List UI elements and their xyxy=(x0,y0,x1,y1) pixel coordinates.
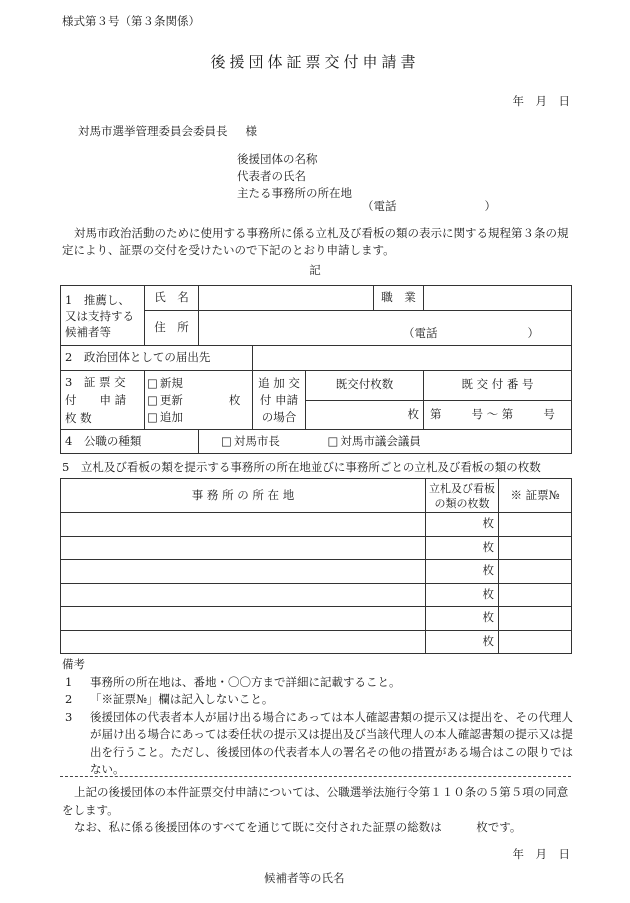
table-row xyxy=(61,560,572,584)
checkbox-icon[interactable]: □ xyxy=(147,392,158,407)
office-table xyxy=(60,478,572,654)
application-table xyxy=(60,285,572,454)
number-cell xyxy=(499,513,572,537)
count-cell[interactable] xyxy=(426,560,499,584)
number-cell xyxy=(499,583,572,607)
notes-section xyxy=(62,656,574,779)
phone-close: ） xyxy=(484,199,496,213)
note-text: 事務所の所在地は、番地・〇〇方まで詳細に記載すること。 xyxy=(90,674,401,689)
note-item xyxy=(62,691,574,709)
name-label: 氏 名 xyxy=(145,286,199,311)
count-cell[interactable] xyxy=(426,630,499,654)
office-address-cell[interactable] xyxy=(61,560,426,584)
number-cell xyxy=(499,607,572,631)
office-address-label: 主たる事務所の所在地 xyxy=(237,186,352,200)
applicant-block xyxy=(237,151,352,202)
count-unit: 枚 xyxy=(482,610,494,625)
office-type-label: 4 公職の種類 xyxy=(61,430,199,454)
phone-open: （電話 xyxy=(362,199,397,213)
note-text: 後援団体の代表者本人が届け出る場合にあっては本人確認書類の提示又は提出を、その代理人が届け出る場合にあっては委任状の提示又は提出及び当該代理人の本人確認書類の提示又は提出を行うこと。ただし、後援団体の代表者本人の署名その他の措置がある場合はこの限りではない。 xyxy=(90,709,573,776)
candidate-row-label: 1 推薦し、又は支持する候補者等 xyxy=(61,286,145,346)
col-count-header: 立札及び看板の類の枚数 xyxy=(426,479,499,513)
count-cell[interactable] xyxy=(426,513,499,537)
office-address-cell[interactable] xyxy=(61,513,426,537)
checkbox-icon[interactable]: □ xyxy=(327,433,339,448)
office-council-option[interactable] xyxy=(328,434,421,448)
candidate-address-field[interactable] xyxy=(199,311,572,346)
intro-text: 対馬市政治活動のために使用する事務所に係る立札及び看板の類の表示に関する規程第３条の規定により、証票の交付を受けたいので下記のとおり申請します。 xyxy=(62,226,569,257)
candidate-name-label: 候補者等の氏名 xyxy=(264,871,345,885)
issued-count-label: 既交付枚数 xyxy=(306,371,424,401)
request-type-cell xyxy=(145,371,253,430)
office-council-label: 対馬市議会議員 xyxy=(340,433,421,448)
number-cell xyxy=(499,560,572,584)
occupation-label: 職 業 xyxy=(374,286,424,311)
occupation-field[interactable] xyxy=(424,286,572,311)
office-mayor-label: 対馬市長 xyxy=(233,433,280,448)
count-unit: 枚 xyxy=(482,633,494,648)
count-unit: 枚 xyxy=(482,563,494,578)
col-number-header: ※ 証票№ xyxy=(499,479,572,513)
addressee xyxy=(78,124,257,140)
number-cell xyxy=(499,630,572,654)
table-row xyxy=(61,583,572,607)
rep-name-label: 代表者の氏名 xyxy=(237,169,306,183)
count-unit: 枚 xyxy=(482,539,494,554)
table-row xyxy=(61,607,572,631)
applicant-phone xyxy=(362,199,496,215)
number-cell xyxy=(499,536,572,560)
note-text: 「※証票№」欄は記入しないこと。 xyxy=(90,692,274,706)
gou-end: 号 xyxy=(543,406,555,421)
ki-heading: 記 xyxy=(309,263,321,277)
table-row xyxy=(61,630,572,654)
note-item xyxy=(62,709,574,779)
candidate-phone-open: （電話 xyxy=(403,326,438,341)
office-mayor-option[interactable] xyxy=(221,434,280,448)
checkbox-icon[interactable]: □ xyxy=(147,375,158,390)
note-item xyxy=(62,674,574,692)
application-date: 年 月 日 xyxy=(512,94,570,108)
count-unit: 枚 xyxy=(228,392,241,407)
notes-heading: 備考 xyxy=(62,657,85,671)
option-renew-label: 更新 xyxy=(159,392,183,407)
count-cell[interactable] xyxy=(426,536,499,560)
issued-count-field[interactable] xyxy=(306,400,424,430)
count-cell[interactable] xyxy=(426,583,499,607)
registration-label: 2 政治団体としての届出先 xyxy=(61,346,253,371)
option-renew[interactable] xyxy=(147,392,250,409)
dai-start: 第 xyxy=(430,406,442,421)
option-new[interactable] xyxy=(147,375,250,392)
count-row-label: 3 証 票 交 付 申 請 枚 数 xyxy=(61,371,145,430)
table-row xyxy=(61,513,572,537)
note-number: 3 xyxy=(65,709,73,724)
office-address-cell[interactable] xyxy=(61,536,426,560)
count-unit: 枚 xyxy=(482,516,494,531)
gou-tilde: 号 ～ 第 xyxy=(471,406,514,421)
honorific: 様 xyxy=(245,124,257,138)
checkbox-icon[interactable]: □ xyxy=(221,433,232,448)
office-address-cell[interactable] xyxy=(61,630,426,654)
checkbox-icon[interactable]: □ xyxy=(147,409,158,424)
col-address-header: 事 務 所 の 所 在 地 xyxy=(61,479,426,513)
table-row xyxy=(61,536,572,560)
section5-heading: 5 立札及び看板の類を提示する事務所の所在地並びに事務所ごとの立札及び看板の類の枚数 xyxy=(62,460,541,474)
form-number: 様式第３号（第３条関係） xyxy=(62,14,200,28)
page-title: 後援団体証票交付申請書 xyxy=(210,53,420,71)
option-add[interactable] xyxy=(147,409,250,426)
office-type-options xyxy=(199,430,572,454)
issued-count-unit: 枚 xyxy=(407,406,419,421)
issued-number-label: 既 交 付 番 号 xyxy=(424,371,572,401)
org-name-label: 後援団体の名称 xyxy=(237,152,318,166)
registration-field[interactable] xyxy=(253,346,572,371)
name-field[interactable] xyxy=(199,286,374,311)
option-new-label: 新規 xyxy=(159,375,183,390)
issued-number-field[interactable] xyxy=(424,400,572,430)
additional-label: 追 加 交 付 申請の場合 xyxy=(253,371,306,430)
office-address-cell[interactable] xyxy=(61,583,426,607)
consent-paragraph: 上記の後援団体の本件証票交付申請については、公職選挙法施行令第１１０条の５第５項の同意をします。 xyxy=(62,785,569,817)
count-cell[interactable] xyxy=(426,607,499,631)
dashed-divider xyxy=(60,776,571,777)
office-address-cell[interactable] xyxy=(61,607,426,631)
consent-section xyxy=(62,784,574,837)
consent-total: なお、私に係る後援団体のすべてを通じて既に交付された証票の総数は 枚です。 xyxy=(74,820,522,834)
note-number: 1 xyxy=(65,674,73,689)
candidate-phone-close: ） xyxy=(527,326,539,341)
address-label: 住 所 xyxy=(145,311,199,346)
note-number: 2 xyxy=(65,692,73,706)
option-add-label: 追加 xyxy=(159,409,183,424)
count-unit: 枚 xyxy=(482,586,494,601)
addressee-name: 対馬市選挙管理委員会委員長 xyxy=(78,124,228,138)
consent-date: 年 月 日 xyxy=(512,847,570,861)
